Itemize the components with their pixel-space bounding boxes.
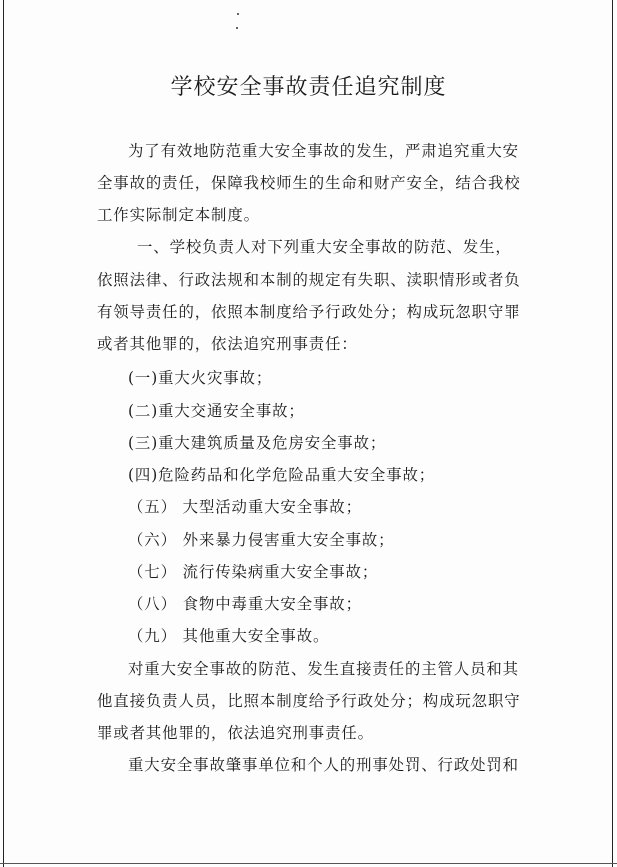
scan-edge-right — [612, 0, 613, 867]
article-two-line-2: 他直接负责人员，比照本制度给予行政处分；构成玩忽职守 — [97, 692, 521, 710]
intro-line-2: 全事故的责任，保障我校师生的生命和财产安全，结合我校 — [97, 174, 521, 192]
article-one-line-4: 或者其他罪的，依法追究刑事责任： — [97, 335, 358, 353]
list-item-2: (二)重大交通安全事故； — [128, 402, 305, 420]
list-item-4: (四)危险药品和化学危险品重大安全事故； — [128, 466, 436, 484]
intro-line-3: 工作实际制定本制度。 — [97, 206, 260, 224]
scan-speck — [237, 13, 239, 15]
list-item-6: （六） 外来暴力侵害重大安全事故； — [128, 531, 395, 549]
list-item-5: （五） 大型活动重大安全事故； — [128, 498, 362, 516]
list-item-1: (一)重大火灾事故； — [128, 369, 273, 387]
list-item-8: （八） 食物中毒重大安全事故； — [128, 595, 362, 613]
intro-line-1: 为了有效地防范重大安全事故的发生，严肃追究重大安 — [128, 142, 519, 160]
scan-edge-left — [3, 0, 4, 867]
article-one-line-1: 一、学校负责人对下列重大安全事故的防范、发生， — [137, 238, 512, 256]
article-two-line-1: 对重大安全事故的防范、发生直接责任的主管人员和其 — [128, 660, 519, 678]
article-three-line-1: 重大安全事故肇事单位和个人的刑事处罚、行政处罚和 — [128, 756, 519, 774]
article-two-line-3: 罪或者其他罪的，依法追究刑事责任。 — [97, 724, 374, 742]
scan-speck — [236, 27, 238, 29]
scan-edge-bottom — [0, 863, 617, 864]
article-one-line-2: 依照法律、行政法规和本制的规定有失职、渎职情形或者负 — [97, 271, 521, 289]
list-item-7: （七） 流行传染病重大安全事故； — [128, 563, 379, 581]
document-title: 学校安全事故责任追究制度 — [170, 75, 447, 100]
list-item-3: (三)重大建筑质量及危房安全事故； — [128, 434, 387, 452]
article-one-line-3: 有领导责任的，依照本制度给予行政处分；构成玩忽职守罪 — [97, 303, 521, 321]
list-item-9: （九） 其他重大安全事故。 — [128, 627, 330, 645]
